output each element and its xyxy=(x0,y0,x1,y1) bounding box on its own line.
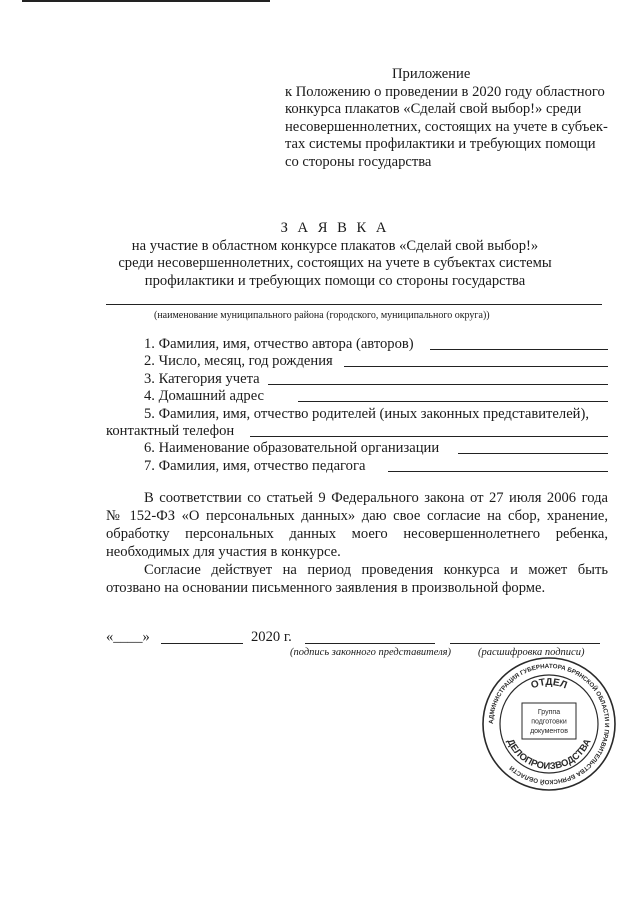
signature-year: 2020 г. xyxy=(251,629,292,645)
appendix-line: конкурса плакатов «Сделай свой выбор!» среди xyxy=(285,101,582,118)
appendix-line: со стороны государства xyxy=(285,153,432,170)
appendix-title: Приложение xyxy=(392,66,471,82)
application-title: З А Я В К А xyxy=(280,220,390,236)
field-label: 7. Фамилия, имя, отчество педагога xyxy=(144,457,366,474)
heading-line: профилактики и требующих помощи со стороны государства xyxy=(144,273,526,290)
author-name-input-line[interactable] xyxy=(430,349,608,350)
municipality-caption: (наименование муниципального района (городского, муниципального округа)) xyxy=(154,310,490,321)
field-home-address xyxy=(106,388,608,405)
consent-line: № 152-ФЗ «О персональных данных» даю свое согласие на сбор, хранение, xyxy=(106,507,608,524)
home-address-input-line[interactable] xyxy=(298,401,608,402)
stamp-center-line: Группа xyxy=(537,709,561,716)
appendix-block xyxy=(285,66,615,172)
field-label: 4. Домашний адрес xyxy=(144,388,265,405)
field-parents-name xyxy=(106,406,608,423)
field-contact-phone xyxy=(106,423,608,440)
field-label: 3. Категория учета xyxy=(144,370,260,387)
stamp-ring-text: АДМИНИСТРАЦИЯ ГУБЕРНАТОРА БРЯНСКОЙ ОБЛАСТИ И ПРАВИТЕЛЬСТВА БРЯНСКОЙ ОБЛАСТИ xyxy=(487,662,611,786)
stamp-center-line: документов xyxy=(530,728,568,735)
contact-phone-input-line[interactable] xyxy=(250,436,608,437)
field-label: 1. Фамилия, имя, отчество автора (авторов) xyxy=(144,336,414,352)
heading-line: среди несовершеннолетних, состоящих на учете в субъектах системы xyxy=(118,255,552,272)
field-label: 2. Число, месяц, год рождения xyxy=(144,353,333,370)
category-input-line[interactable] xyxy=(268,384,608,385)
field-birth-date xyxy=(106,353,608,370)
signature-decode-input-line[interactable] xyxy=(450,643,600,644)
appendix-line: к Положению о проведении в 2020 году областного xyxy=(285,83,605,100)
consent-block xyxy=(106,490,608,597)
top-rule xyxy=(22,0,270,2)
municipality-input-line[interactable] xyxy=(106,304,602,305)
birth-date-input-line[interactable] xyxy=(344,366,608,367)
appendix-line: тах системы профилактики и требующих помощи xyxy=(285,136,596,153)
consent-line: Согласие действует на период проведения конкурса и может быть xyxy=(144,561,608,578)
school-input-line[interactable] xyxy=(458,453,608,454)
signature-caption: (подпись законного представителя) xyxy=(290,647,452,658)
applicant-fields xyxy=(106,336,608,475)
signature-input-line[interactable] xyxy=(305,643,435,644)
appendix-line: несовершеннолетних, состоящих на учете в субъек- xyxy=(285,118,608,135)
office-stamp xyxy=(480,655,618,793)
field-category xyxy=(106,371,608,388)
field-teacher-name xyxy=(106,458,608,475)
field-label: 5. Фамилия, имя, отчество родителей (иных законных представителей), xyxy=(144,405,589,422)
date-quotes[interactable]: «____» xyxy=(106,629,150,645)
heading-line: на участие в областном конкурсе плакатов «Сделай свой выбор!» xyxy=(131,237,539,254)
stamp-dept-top: ОТДЕЛ xyxy=(529,676,569,692)
date-month-input-line[interactable] xyxy=(161,643,243,644)
field-label: 6. Наименование образовательной организации xyxy=(144,440,440,457)
application-heading xyxy=(90,220,580,291)
signature-decode-caption: (расшифровка подписи) xyxy=(478,647,585,658)
stamp-center-line: подготовки xyxy=(531,718,567,726)
consent-line: В соответствии со статьей 9 Федерального закона от 27 июля 2006 года xyxy=(144,490,608,506)
field-school xyxy=(106,440,608,457)
stamp-dept-bottom: ДЕЛОПРОИЗВОДСТВА xyxy=(504,737,594,773)
field-author-name xyxy=(106,336,608,353)
consent-line: отозвано на основании письменного заявления в произвольной форме. xyxy=(106,579,546,596)
field-label: контактный телефон xyxy=(106,422,235,439)
consent-line: необходимых для участия в конкурсе. xyxy=(106,543,341,560)
consent-line: обработку персональных данных моего несовершеннолетнего ребенка, xyxy=(106,525,608,542)
teacher-name-input-line[interactable] xyxy=(388,471,608,472)
